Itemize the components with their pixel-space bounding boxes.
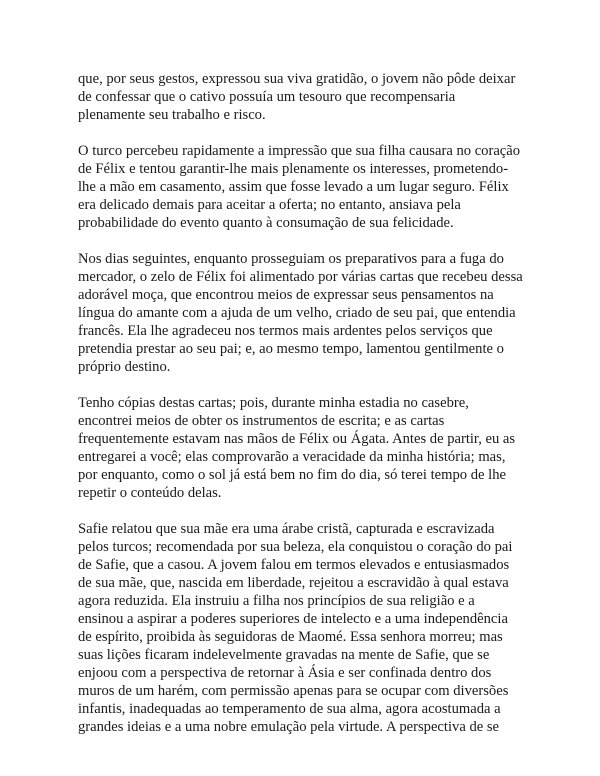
text-line: infantis, inadequadas ao temperamento de sua alma, agora acostumada a [78,701,501,717]
paragraph-3 [78,250,530,376]
text-line: repetir o conteúdo delas. [78,485,222,501]
text-line: francês. Ela lhe agradeceu nos termos mais ardentes pelos serviços que [78,323,493,339]
text-line: plenamente seu trabalho e risco. [78,107,266,123]
text-line: Safie relatou que sua mãe era uma árabe cristã, capturada e escravizada [78,521,495,537]
text-line: mercador, o zelo de Félix foi alimentado por várias cartas que recebeu dessa [78,269,523,285]
text-line: entregarei a você; elas comprovarão a veracidade da minha história; mas, [78,449,506,465]
text-line: que, por seus gestos, expressou sua viva gratidão, o jovem não pôde deixar [78,71,516,87]
text-line: por enquanto, como o sol já está bem no fim do dia, só terei tempo de lhe [78,467,506,483]
paragraph-5 [78,520,530,736]
text-line: muros de um harém, com permissão apenas para se ocupar com diversões [78,683,509,699]
text-line: Nos dias seguintes, enquanto prosseguiam os preparativos para a fuga do [78,251,504,267]
text-line: pretendia prestar ao seu pai; e, ao mesmo tempo, lamentou gentilmente o [78,341,504,357]
paragraph-4 [78,394,530,502]
text-line: agora reduzida. Ela instruiu a filha nos princípios de sua religião e a [78,593,475,609]
paragraph-2 [78,142,530,232]
text-line: frequentemente estavam nas mãos de Félix ou Ágata. Antes de partir, eu as [78,431,516,447]
text-line: pelos turcos; recomendada por sua beleza, ela conquistou o coração do pai [78,539,513,555]
text-line: probabilidade do evento quanto à consumação de sua felicidade. [78,215,454,231]
text-line: de sua mãe, que, nascida em liberdade, rejeitou a escravidão à qual estava [78,575,509,591]
text-line: enjoou com a perspectiva de retornar à Ásia e ser confinada dentro dos [78,665,492,681]
document-body [78,70,530,754]
paragraph-1 [78,70,530,124]
text-line: de confessar que o cativo possuía um tesouro que recompensaria [78,89,456,105]
text-line: era delicado demais para aceitar a oferta; no entanto, ansiava pela [78,197,461,213]
text-line: suas lições ficaram indelevelmente gravadas na mente de Safie, que se [78,647,490,663]
text-line: Tenho cópias destas cartas; pois, durante minha estadia no casebre, [78,395,469,411]
text-line: de Safie, que a casou. A jovem falou em termos elevados e entusiasmados [78,557,510,573]
text-line: ensinou a aspirar a poderes superiores de intelecto e a uma independência [78,611,508,627]
text-line: grandes ideias e a uma nobre emulação pela virtude. A perspectiva de se [78,719,500,735]
text-line: de Félix e tentou garantir-lhe mais plenamente os interesses, prometendo- [78,161,509,177]
text-line: lhe a mão em casamento, assim que fosse levado a um lugar seguro. Félix [78,179,509,195]
text-line: O turco percebeu rapidamente a impressão que sua filha causara no coração [78,143,521,159]
text-line: de espírito, proibida às seguidoras de Maomé. Essa senhora morreu; mas [78,629,503,645]
text-line: adorável moça, que encontrou meios de expressar seus pensamentos na [78,287,494,303]
text-line: próprio destino. [78,359,171,375]
text-line: encontrei meios de obter os instrumentos de escrita; e as cartas [78,413,445,429]
text-line: língua do amante com a ajuda de um velho, criado de seu pai, que entendia [78,305,516,321]
